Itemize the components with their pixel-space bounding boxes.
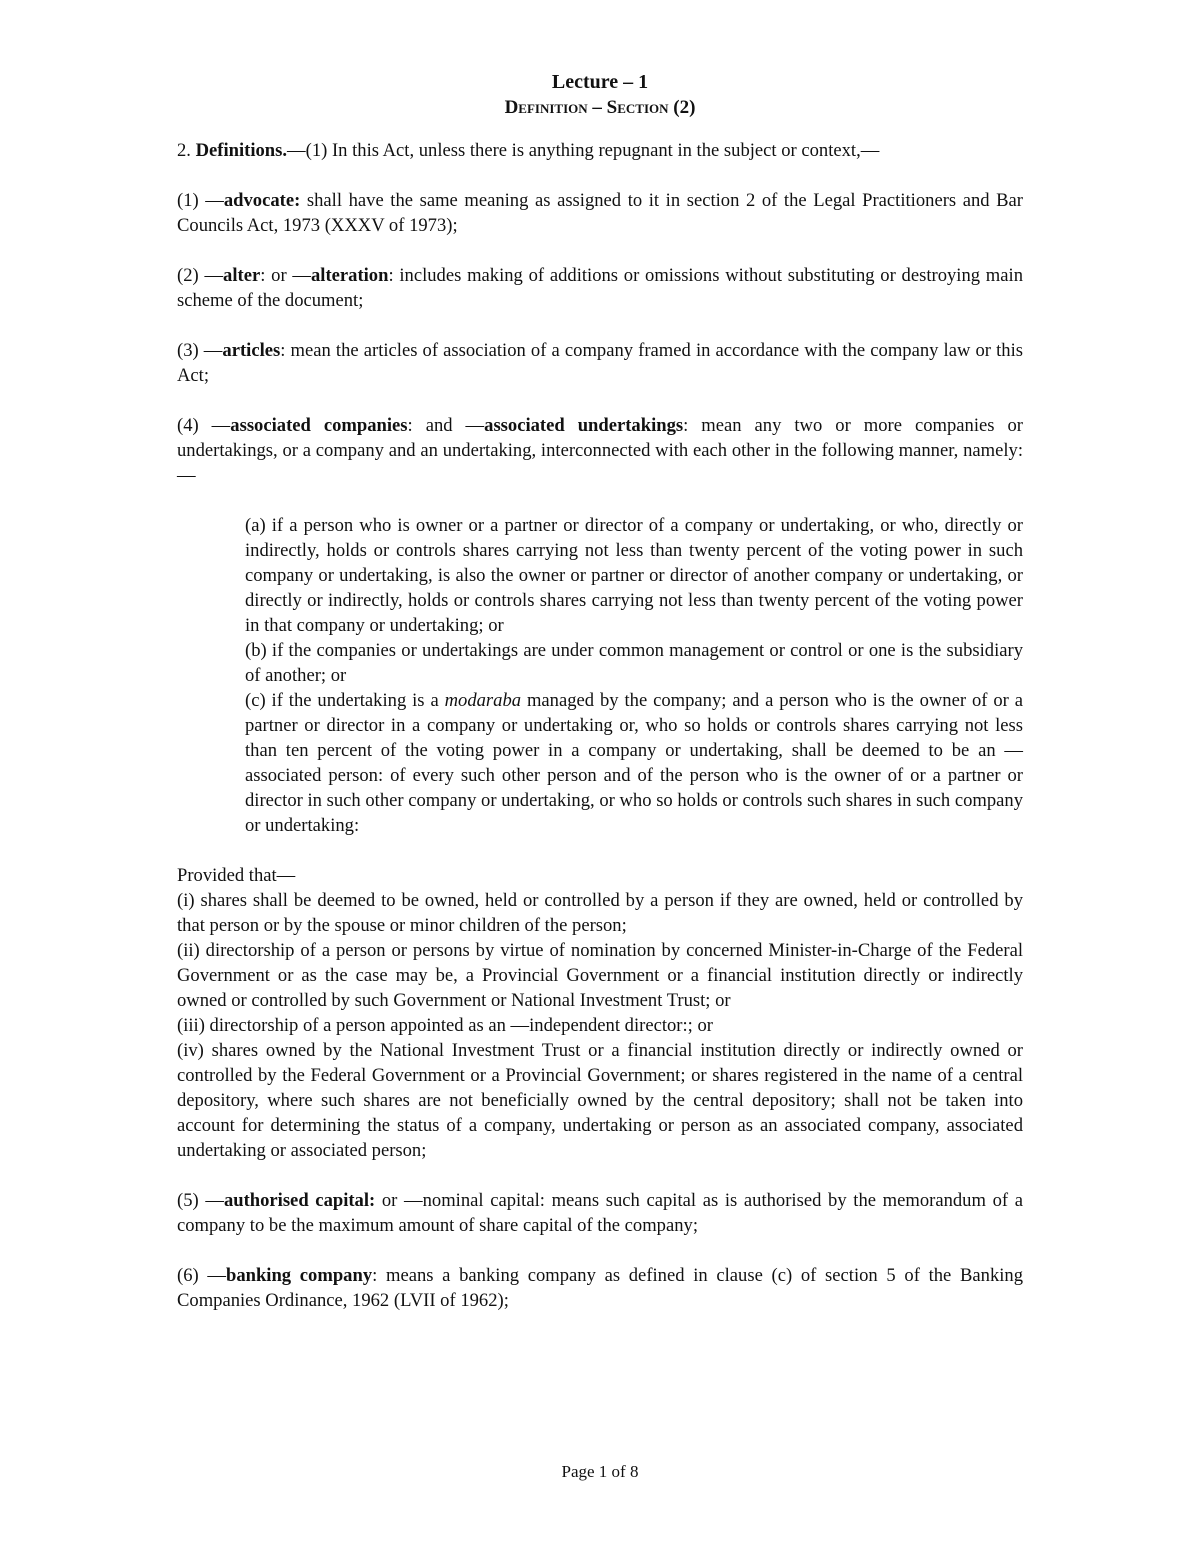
clause-4a: (a) if a person who is owner or a partner or director of a company or undertaking, or who, directly or indirectly, holds or controls shares carrying not less than twenty percent of the voting power in such company or undertaking, is also the owner or partner or director of another company or undertaking, or directly or indirectly, holds or controls shares carrying not less than twenty percent of the voting power in that company or undertaking; or: [245, 515, 1023, 636]
term-authorised-capital: authorised capital:: [223, 1190, 376, 1211]
term-advocate: advocate:: [223, 190, 301, 211]
clause-4c: (c) if the undertaking is a modaraba managed by the company; and a person who is the owner of or a partner or director in a company or undertaking or, who so holds or controls shares carrying not less than ten percent of the voting power in a company or undertaking, shall be deemed to be an —associated person: of every such other person and of the person who is the owner of or a partner or director in such other company or undertaking, or who so holds or controls such shares in such company or undertaking:: [245, 690, 1023, 836]
definition-4: (4) —associated companies: and —associated undertakings: mean any two or more companies or undertakings, or a company and an undertaking, interconnected with each other in the following manner, namely:—: [177, 415, 1023, 486]
term-alteration: alteration: [310, 265, 389, 286]
proviso-iii: (iii) directorship of a person appointed as an —independent director:; or: [177, 1015, 713, 1036]
definition-3: (3) —articles: mean the articles of association of a company framed in accordance with the company law or this Act;: [177, 340, 1023, 386]
definition-2: (2) —alter: or —alteration: includes making of additions or omissions without substituting or destroying main scheme of the document;: [177, 265, 1023, 311]
term-modaraba: modaraba: [444, 690, 522, 711]
term-associated-companies: associated companies: [230, 415, 408, 436]
clause-4b: (b) if the companies or undertakings are under common management or control or one is the subsidiary of another; or: [245, 640, 1023, 686]
term-alter: alter: [223, 265, 261, 286]
definitions-heading: Definitions.: [195, 140, 288, 161]
definition-6: (6) —banking company: means a banking company as defined in clause (c) of section 5 of the Banking Companies Ordinance, 1962 (LVII of 1962);: [177, 1265, 1023, 1311]
proviso-ii: (ii) directorship of a person or persons by virtue of nomination by concerned Minister-in-Charge of the Federal Government or as the case may be, a Provincial Government or a financial institution directly or indirectly owned or controlled by such Government or National Investment Trust; or: [177, 940, 1023, 1011]
term-banking-company: banking company: [225, 1265, 373, 1286]
section-subtitle: Definition – Section (2): [504, 97, 696, 118]
definitions-intro: 2. Definitions.—(1) In this Act, unless there is anything repugnant in the subject or context,—: [177, 140, 880, 161]
term-articles: articles: [222, 340, 281, 361]
document-page: [177, 70, 1023, 1313]
definition-5: (5) —authorised capital: or —nominal capital: means such capital as is authorised by the memorandum of a company to be the maximum amount of share capital of the company;: [177, 1190, 1023, 1236]
page-number: Page 1 of 8: [561, 1462, 639, 1481]
proviso-iv: (iv) shares owned by the National Investment Trust or a financial institution directly or indirectly owned or controlled by the Federal Government or a Provincial Government; or shares registered in the name of a central depository, where such shares are not beneficially owned by the central depository; shall not be taken into account for determining the status of a company, undertaking or person as an associated company, associated undertaking or associated person;: [177, 1040, 1023, 1161]
proviso-heading: Provided that—: [177, 865, 296, 886]
term-associated-undertakings: associated undertakings: [484, 415, 684, 436]
lecture-title: Lecture – 1: [551, 71, 649, 93]
proviso-i: (i) shares shall be deemed to be owned, held or controlled by a person if they are owned, held or controlled by that person or by the spouse or minor children of the person;: [177, 890, 1023, 936]
definition-1: (1) —advocate: shall have the same meaning as assigned to it in section 2 of the Legal Practitioners and Bar Councils Act, 1973 (XXXV of 1973);: [177, 190, 1023, 236]
